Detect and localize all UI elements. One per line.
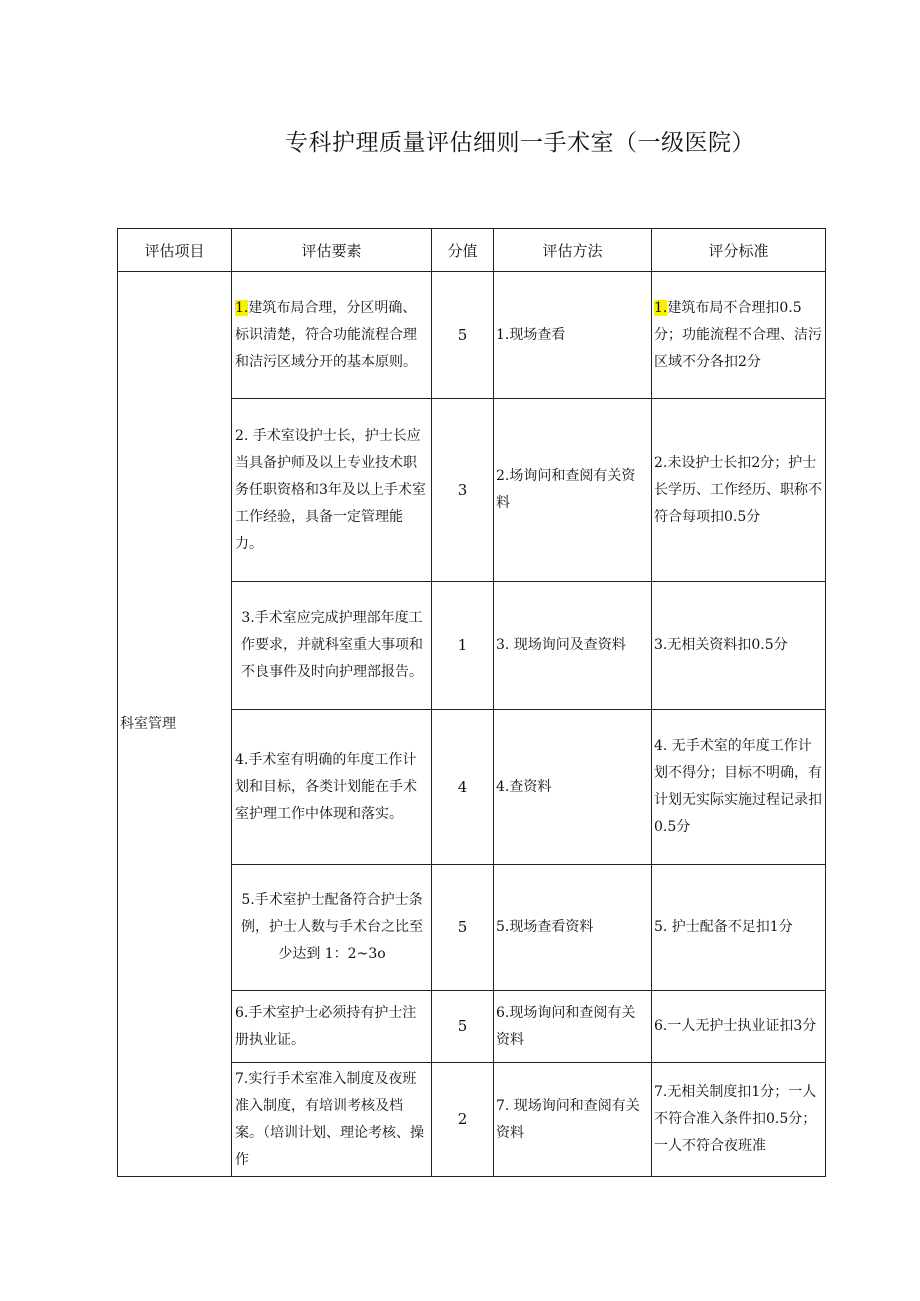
standard-text: 建筑布局不合理扣0.5分；功能流程不合理、洁污区域不分各扣2分 — [654, 299, 822, 370]
header-element: 评估要素 — [232, 229, 432, 272]
highlight-mark: 1. — [235, 299, 249, 316]
table-row — [118, 272, 826, 399]
method-cell: 7. 现场询问和查阅有关资料 — [494, 1063, 652, 1177]
score-cell: 5 — [432, 991, 494, 1063]
score-cell: 1 — [432, 582, 494, 710]
method-cell: 1.现场查看 — [494, 272, 652, 399]
method-cell: 6.现场询问和查阅有关资料 — [494, 991, 652, 1063]
standard-cell: 2.未设护士长扣2分；护士长学历、工作经历、职称不符合每项扣0.5分 — [652, 399, 826, 582]
header-standard: 评分标准 — [652, 229, 826, 272]
element-text: 建筑布局合理，分区明确、标识清楚，符合功能流程合理和洁污区域分开的基本原则。 — [235, 299, 417, 370]
category-cell: 科室管理 — [118, 272, 232, 1177]
standard-cell: 4. 无手术室的年度工作计划不得分；目标不明确，有计划无实际实施过程记录扣0.5分 — [652, 710, 826, 865]
method-cell: 4.查资料 — [494, 710, 652, 865]
score-cell: 3 — [432, 399, 494, 582]
standard-cell: 3.无相关资料扣0.5分 — [652, 582, 826, 710]
standard-cell — [652, 272, 826, 399]
method-cell: 5.现场查看资料 — [494, 865, 652, 991]
method-cell: 2.场询问和查阅有关资料 — [494, 399, 652, 582]
document-title: 专科护理质量评估细则一手术室（一级医院） — [285, 130, 755, 156]
header-category: 评估项目 — [118, 229, 232, 272]
score-cell: 4 — [432, 710, 494, 865]
evaluation-table — [117, 228, 826, 1177]
standard-cell: 7.无相关制度扣1分；一人不符合准入条件扣0.5分；一人不符合夜班准 — [652, 1063, 826, 1177]
header-method: 评估方法 — [494, 229, 652, 272]
score-cell: 2 — [432, 1063, 494, 1177]
highlight-mark: 1. — [654, 299, 668, 316]
table-header-row — [118, 229, 826, 272]
method-cell: 3. 现场询问及查资料 — [494, 582, 652, 710]
element-cell: 2. 手术室设护士长，护士长应当具备护师及以上专业技术职务任职资格和3年及以上手术室工作经验，具备一定管理能力。 — [232, 399, 432, 582]
standard-cell: 5. 护士配备不足扣1分 — [652, 865, 826, 991]
element-cell: 3.手术室应完成护理部年度工作要求，并就科室重大事项和不良事件及时向护理部报告。 — [232, 582, 432, 710]
score-cell: 5 — [432, 865, 494, 991]
element-cell — [232, 272, 432, 399]
score-cell: 5 — [432, 272, 494, 399]
element-cell: 4.手术室有明确的年度工作计划和目标，各类计划能在手术室护理工作中体现和落实。 — [232, 710, 432, 865]
element-cell: 7.实行手术室准入制度及夜班准入制度，有培训考核及档案。（培训计划、理论考核、操作 — [232, 1063, 432, 1177]
header-score: 分值 — [432, 229, 494, 272]
element-cell: 6.手术室护士必须持有护士注册执业证。 — [232, 991, 432, 1063]
standard-cell: 6.一人无护士执业证扣3分 — [652, 991, 826, 1063]
element-cell: 5.手术室护士配备符合护士条例，护士人数与手术台之比至少达到 1：2~3o — [232, 865, 432, 991]
